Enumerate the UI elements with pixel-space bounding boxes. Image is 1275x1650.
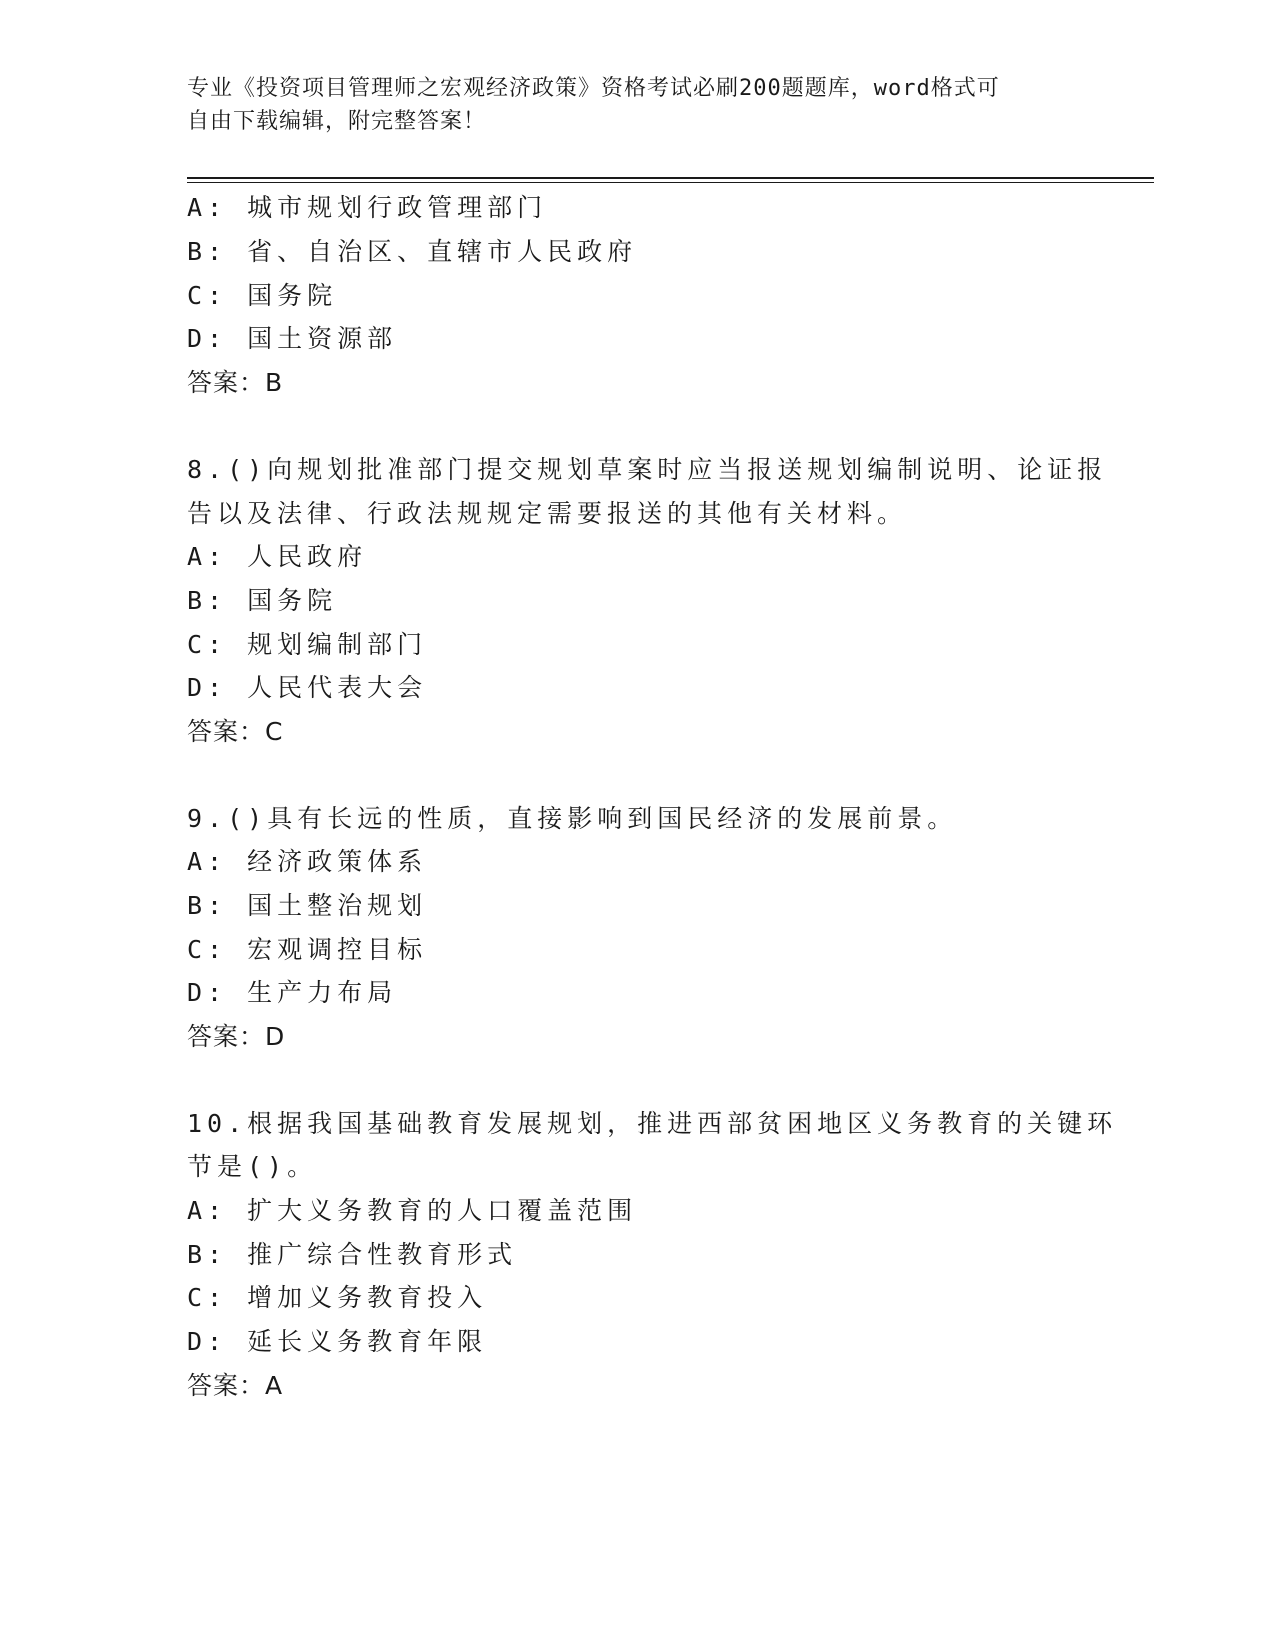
q8-option-d: D: 人民代表大会 — [187, 673, 428, 702]
q10-option-c: C: 增加义务教育投入 — [187, 1283, 488, 1312]
q7-option-c: C: 国务院 — [187, 281, 338, 310]
q10-option-d: D: 延长义务教育年限 — [187, 1327, 488, 1356]
q9-option-c: C: 宏观调控目标 — [187, 935, 428, 964]
header-line-1: 专业《投资项目管理师之宏观经济政策》资格考试必刷200题题库，word格式可 — [187, 76, 1000, 101]
q8-option-a: A: 人民政府 — [187, 542, 368, 571]
q9-stem-line-1: 9.()具有长远的性质，直接影响到国民经济的发展前景。 — [187, 804, 958, 833]
q7-option-b: B: 省、自治区、直辖市人民政府 — [187, 237, 638, 266]
q10-answer: 答案：A — [187, 1371, 284, 1400]
q10-stem-line-1: 10.根据我国基础教育发展规划，推进西部贫困地区义务教育的关键环 — [187, 1109, 1118, 1138]
q9-option-a: A: 经济政策体系 — [187, 847, 428, 876]
q8-stem-line-1: 8.()向规划批准部门提交规划草案时应当报送规划编制说明、论证报 — [187, 455, 1108, 484]
q9-option-b: B: 国土整治规划 — [187, 891, 428, 920]
q7-option-d: D: 国土资源部 — [187, 324, 398, 353]
header-divider-thin — [187, 182, 1154, 183]
q9-option-d: D: 生产力布局 — [187, 978, 398, 1007]
q9-answer: 答案：D — [187, 1022, 286, 1051]
q8-option-b: B: 国务院 — [187, 586, 338, 615]
q10-option-a: A: 扩大义务教育的人口覆盖范围 — [187, 1196, 638, 1225]
q10-stem-line-2: 节是()。 — [187, 1152, 318, 1181]
q8-option-c: C: 规划编制部门 — [187, 630, 428, 659]
document-header — [187, 72, 1087, 138]
q7-answer: 答案：B — [187, 368, 284, 397]
header-divider-thick — [187, 177, 1154, 179]
q7-option-a: A: 城市规划行政管理部门 — [187, 193, 548, 222]
header-line-2: 自由下载编辑，附完整答案！ — [187, 109, 487, 134]
q8-stem-line-2: 告以及法律、行政法规规定需要报送的其他有关材料。 — [187, 499, 908, 528]
q10-option-b: B: 推广综合性教育形式 — [187, 1240, 518, 1269]
q8-answer: 答案：C — [187, 717, 284, 746]
